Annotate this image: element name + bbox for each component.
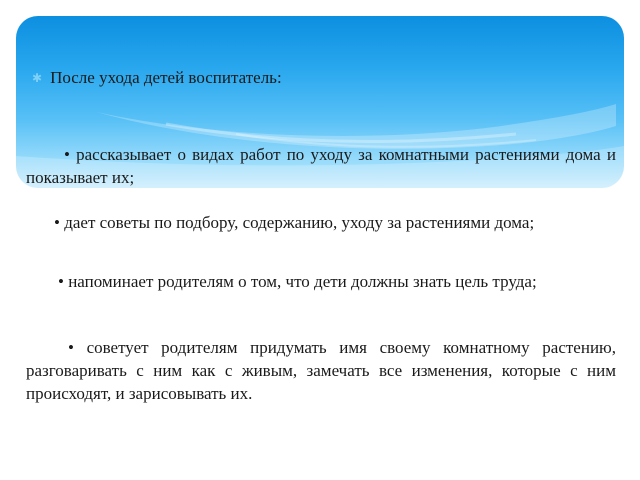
list-item	[26, 336, 616, 405]
list-item	[26, 211, 616, 234]
list-item-text: напоминает родителям о том, что дети должны знать цель труда;	[68, 272, 537, 291]
list-item-text: рассказывает о видах работ по уходу за комнатными растениями дома и показывает их;	[26, 145, 617, 187]
bullet: •	[58, 272, 69, 291]
list-item-text: дает советы по подбору, содержанию, уходу за растениями дома;	[64, 213, 535, 232]
bullet: •	[64, 145, 77, 164]
list-item	[26, 143, 616, 189]
heading-row	[32, 66, 612, 90]
bullet: •	[54, 213, 65, 232]
list-item-text: советует родителям придумать имя своему комнатному растению, разговаривать с ним как с живым, замечать все изменения, которые с ним происходят, и зарисовывать их.	[26, 338, 616, 403]
list-item	[26, 270, 616, 293]
heading-text: После ухода детей воспитатель:	[50, 68, 282, 87]
bullet: •	[68, 338, 87, 357]
star-bullet-icon: ✱	[32, 71, 43, 85]
